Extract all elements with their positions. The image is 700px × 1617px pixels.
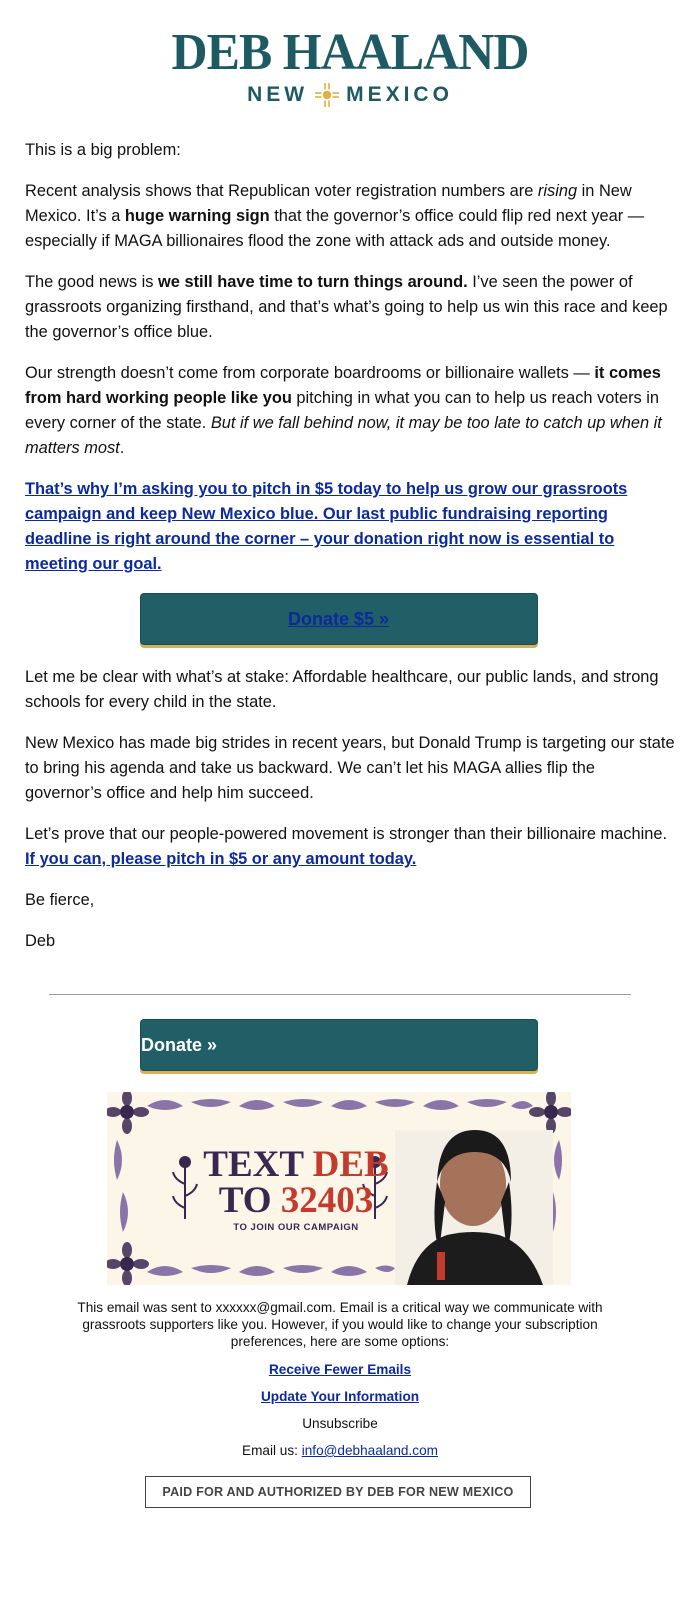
donate-button[interactable]: Donate » — [140, 1019, 538, 1071]
banner-text — [201, 1144, 391, 1233]
good-news-text-1: The good news is — [25, 273, 159, 291]
email-us-link[interactable]: info@debhaaland.com — [301, 1443, 438, 1458]
strength-emphasis: But if we fall behind now, it may be too late to catch up when it matters most — [25, 414, 662, 457]
banner-join-text: TO JOIN OUR CAMPAIGN — [233, 1222, 359, 1233]
prove-text: Let’s prove that our people-powered movement is stronger than their billionaire machine. — [25, 825, 668, 843]
banner-line-1 — [201, 1144, 391, 1185]
analysis-text-1: Recent analysis shows that Republican voter registration numbers are — [25, 182, 538, 200]
good-news-text-2: I’ve seen the power of grassroots organizing firsthand, and that’s what’s going to help us win this race and keep the governor’s office blue. — [25, 273, 668, 341]
paragraph-signoff — [25, 888, 675, 913]
good-news-strong: we still have time to turn things around. — [158, 273, 468, 291]
paragraph-intro — [25, 138, 675, 163]
header-logo — [0, 26, 700, 108]
email-body — [25, 138, 675, 970]
paragraph-signature — [25, 929, 675, 954]
email-us-label: Email us: — [242, 1443, 302, 1458]
paid-for-disclaimer: PAID FOR AND AUTHORIZED BY DEB FOR NEW MEXICO — [145, 1476, 531, 1508]
footer-notice: This email was sent to xxxxxx@gmail.com. Email is a critical way we communicate with grassroots supporters like you. However, if you would like to change your subscription preferences, here are some options: — [77, 1300, 603, 1349]
paragraph-good-news — [25, 270, 675, 345]
intro-text: This is a big problem: — [25, 141, 181, 159]
strides-text: New Mexico has made big strides in recent years, but Donald Trump is targeting our state to bring his agenda and take us backward. We can’t let his MAGA allies flip the governor’s office and help him succeed. — [25, 734, 675, 802]
cta-donate-link[interactable]: That’s why I’m asking you to pitch in $5 today to help us grow our grassroots campaign and keep New Mexico blue. Our last public fundraising reporting deadline is right around the corner – your donation right now is essential to meeting our goal. — [25, 480, 628, 573]
unsubscribe-link[interactable]: Unsubscribe — [302, 1416, 378, 1431]
footer-links — [60, 1361, 620, 1405]
banner-line-2 — [201, 1180, 391, 1221]
analysis-strong: huge warning sign — [124, 207, 270, 225]
paragraph-strength — [25, 361, 675, 461]
logo-sub-left: NEW — [247, 83, 309, 106]
strength-text-1: Our strength doesn’t come from corporate boardrooms or billionaire wallets — — [25, 364, 595, 382]
banner-deb-word: DEB — [312, 1144, 389, 1185]
footer — [60, 1299, 620, 1459]
donate5-button-wrap — [25, 593, 675, 645]
logo-name: DEB HAALAND — [171, 24, 529, 81]
banner-to-word: TO — [218, 1180, 281, 1221]
paragraph-prove — [25, 822, 675, 872]
logo-sub-right: MEXICO — [346, 83, 453, 106]
email-us-line — [60, 1442, 620, 1459]
logo-subtitle — [0, 82, 700, 108]
banner-text-word: TEXT — [203, 1144, 313, 1185]
signature-text: Deb — [25, 932, 56, 950]
strength-period: . — [119, 439, 125, 457]
zia-sun-icon — [314, 82, 340, 108]
text-deb-banner[interactable] — [107, 1092, 571, 1285]
paragraph-analysis — [25, 179, 675, 254]
paragraph-stakes — [25, 665, 675, 715]
update-information-link[interactable]: Update Your Information — [260, 1389, 420, 1404]
strength-text-2: pitching in what you can to help us reach voters in every corner of the state. — [25, 389, 660, 432]
signoff-text: Be fierce, — [25, 891, 95, 909]
banner-shortcode: 32403 — [280, 1180, 374, 1221]
donate-button-wrap — [140, 1019, 538, 1071]
receive-fewer-emails-link[interactable]: Receive Fewer Emails — [268, 1362, 412, 1377]
paragraph-cta — [25, 477, 675, 577]
pitch-in-link[interactable]: If you can, please pitch in $5 or any amount today. — [25, 850, 417, 868]
stakes-text: Let me be clear with what’s at stake: Affordable healthcare, our public lands, and strong schools for every child in the state. — [25, 668, 659, 711]
paragraph-strides — [25, 731, 675, 806]
strength-strong: it comes from hard working people like you — [25, 364, 661, 407]
analysis-text-3: that the governor’s office could flip red next year — especially if MAGA billionaires flood the zone with attack ads and outside money. — [25, 207, 645, 250]
donate-5-button[interactable]: Donate $5 » — [140, 593, 538, 645]
analysis-text-2: in New Mexico. It’s a — [25, 182, 632, 225]
divider — [49, 994, 631, 995]
analysis-emphasis: rising — [537, 182, 578, 200]
